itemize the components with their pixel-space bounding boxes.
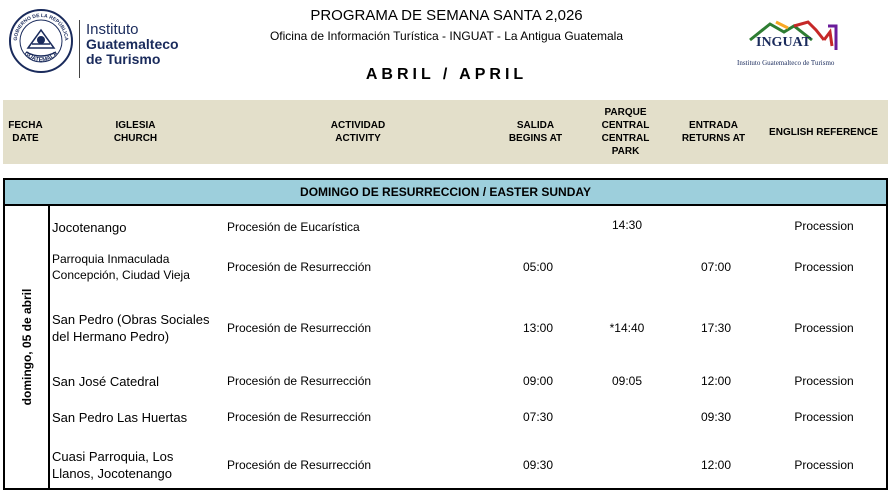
column-header-park: PARQUE CENTRAL CENTRAL PARK [601,107,650,157]
inguat-wordmark: INGUAT [756,35,811,50]
returns-cell [686,208,746,246]
institute-line-1: Instituto [86,21,139,38]
column-header-row [3,100,888,164]
page-title: PROGRAMA DE SEMANA SANTA 2,026 [310,7,583,24]
column-header-date: FECHA DATE [8,120,43,144]
seal-bottom-text: GUATEMALA [22,50,60,64]
inguat-subtitle: Instituto Guatemalteco de Turismo [737,59,835,67]
park-cell: 09:05 [611,374,643,388]
reference-cell: Procession [794,219,854,233]
institute-line-3: de Turismo [86,51,161,67]
returns-cell: 12:00 [700,374,732,388]
date-label: domingo, 05 de abril [19,288,34,406]
begins-cell: 09:00 [522,374,554,388]
column-header-activity: ACTIVIDAD ACTIVITY [330,120,386,144]
seal-top-text: GOBIERNO DE LA REPÚBLICA [12,12,70,41]
begins-cell: 07:30 [522,410,554,424]
reference-cell: Procession [794,374,854,388]
table-row [5,208,890,246]
month-heading: ABRIL / APRIL [365,66,528,83]
column-header-church: IGLESIA CHURCH [113,120,158,144]
returns-cell: 12:00 [700,458,732,472]
church-cell: San José Catedral [52,373,159,389]
park-cell: 14:30 [611,218,643,232]
begins-cell: 13:00 [522,321,554,335]
park-cell [597,442,657,488]
table-row [5,296,890,360]
column-header-reference: ENGLISH REFERENCE [769,126,878,138]
begins-cell: 09:30 [522,458,554,472]
activity-cell: Procesión de Resurrección [227,260,372,274]
activity-cell: Procesión de Resurrección [227,458,372,472]
activity-cell: Procesión de Resurrección [227,321,372,335]
church-cell: San Pedro Las Huertas [52,409,188,425]
reference-cell: Procession [794,321,854,335]
returns-cell: 17:30 [700,321,732,335]
activity-cell: Procesión de Eucarística [227,220,360,234]
table-row [5,402,890,432]
park-cell [597,248,657,286]
table-row [5,248,890,286]
section-title-bar: DOMINGO DE RESURRECCION / EASTER SUNDAY [3,178,888,206]
table-row [5,366,890,396]
column-header-returns: ENTRADA RETURNS AT [681,120,746,144]
park-cell: *14:40 [609,321,645,335]
reference-cell: Procession [794,410,854,424]
reference-cell: Procession [794,260,854,274]
begins-cell [508,208,568,246]
reference-cell: Procession [794,458,854,472]
park-cell [597,402,657,432]
table-row [5,442,890,488]
church-cell: Cuasi Parroquia, Los Llanos, Jocotenango [52,449,174,481]
page-header [0,0,893,100]
begins-cell: 05:00 [522,260,554,274]
church-cell: San Pedro (Obras Sociales del Hermano Pedro) [52,312,210,344]
institute-line-2: Guatemalteco [86,36,179,52]
church-cell: Parroquia Inmaculada Concepción, Ciudad Vieja [52,252,190,282]
schedule-table [3,206,888,490]
activity-cell: Procesión de Resurrección [227,410,372,424]
page-subtitle: Oficina de Información Turística - INGUAT - La Antigua Guatemala [269,29,624,43]
column-header-begins: SALIDA BEGINS AT [508,120,563,144]
returns-cell: 07:00 [700,260,732,274]
church-cell: Jocotenango [52,219,127,235]
activity-cell: Procesión de Resurrección [227,374,372,388]
returns-cell: 09:30 [700,410,732,424]
inguat-logo [732,18,852,72]
